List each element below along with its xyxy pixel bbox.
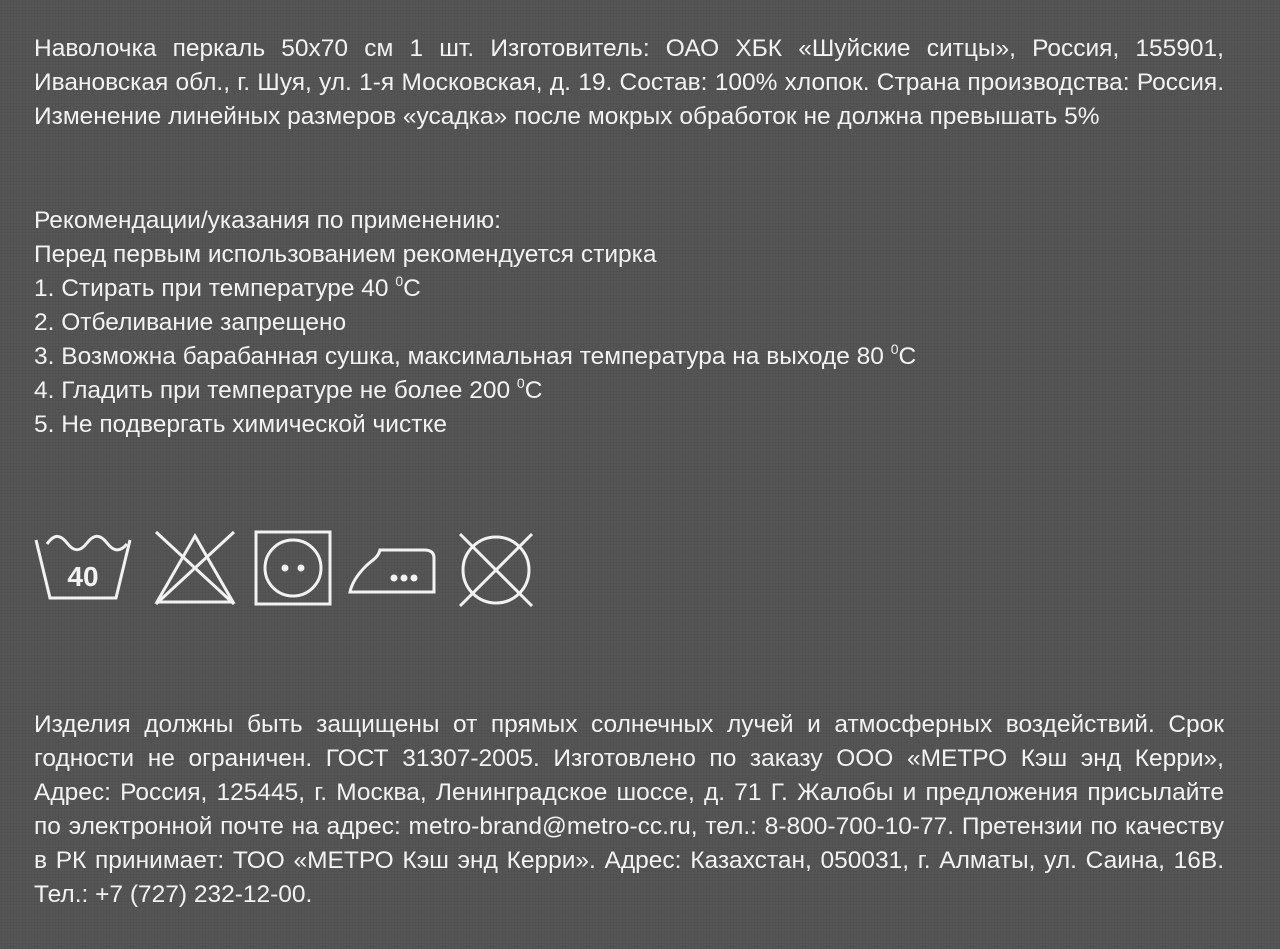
degree-mark: 0 xyxy=(890,341,899,357)
recommendation-item xyxy=(34,408,1224,442)
recommendation-text: 3. Возможна барабанная сушка, максимальная температура на выходе 80 xyxy=(34,343,891,370)
no-dry-clean-icon xyxy=(456,530,536,610)
temperature-unit: С xyxy=(403,275,421,302)
iron-high-icon xyxy=(348,530,438,600)
recommendation-text: 2. Отбеливание запрещено xyxy=(34,309,347,336)
degree-mark: 0 xyxy=(516,375,525,391)
temperature-unit: С xyxy=(898,343,917,370)
recommendation-item xyxy=(34,272,1224,306)
wash-temperature-label: 40 xyxy=(67,561,99,592)
usage-recommendations xyxy=(34,204,1224,442)
recommendation-item xyxy=(34,374,1224,408)
recommendation-item xyxy=(34,306,1224,340)
recommendations-intro: Перед первым использованием рекомендуется стирка xyxy=(34,241,657,268)
recommendation-item xyxy=(34,340,1224,374)
tumble-dry-medium-icon xyxy=(254,530,332,606)
temperature-unit: С xyxy=(524,377,543,404)
wash-40-icon xyxy=(34,530,132,602)
no-bleach-icon xyxy=(154,530,236,606)
product-composition-text: Наволочка перкаль 50х70 см 1 шт. Изготовитель: ОАО ХБК «Шуйские ситцы», Россия, 155901, Ивановская обл., г. Шуя, ул. 1-я Московская, д. 19. Состав: 100% хлопок. Страна производства: Россия. Изменение линейных размеров «усадка» после мокрых обработок не должна превышать 5% xyxy=(34,35,1224,130)
footer-legal-text: Изделия должны быть защищены от прямых солнечных лучей и атмосферных воздействий. Срок годности не ограничен. ГОСТ 31307-2005. Изготовлено по заказу ООО «МЕТРО Кэш энд Керри», Адрес: Россия, 125445, г. Москва, Ленинградское шоссе, д. 71 Г. Жалобы и предложения присылайте по электронной почте на адрес: metro-brand@metro-cc.ru, тел.: 8-800-700-10-77. Претензии по качеству в РК принимает: ТОО «МЕТРО Кэш энд Керри». Адрес: Казахстан, 050031, г. Алматы, ул. Саина, 16В. Тел.: +7 (727) 232-12-00. xyxy=(34,711,1224,908)
recommendation-text: 1. Стирать при температуре 40 xyxy=(34,275,396,302)
recommendations-heading: Рекомендации/указания по применению: xyxy=(34,207,501,234)
degree-mark: 0 xyxy=(395,273,404,289)
recommendation-text: 4. Гладить при температуре не более 200 xyxy=(34,377,517,404)
recommendation-text: 5. Не подвергать химической чистке xyxy=(34,411,448,438)
care-symbols-row xyxy=(34,530,554,610)
